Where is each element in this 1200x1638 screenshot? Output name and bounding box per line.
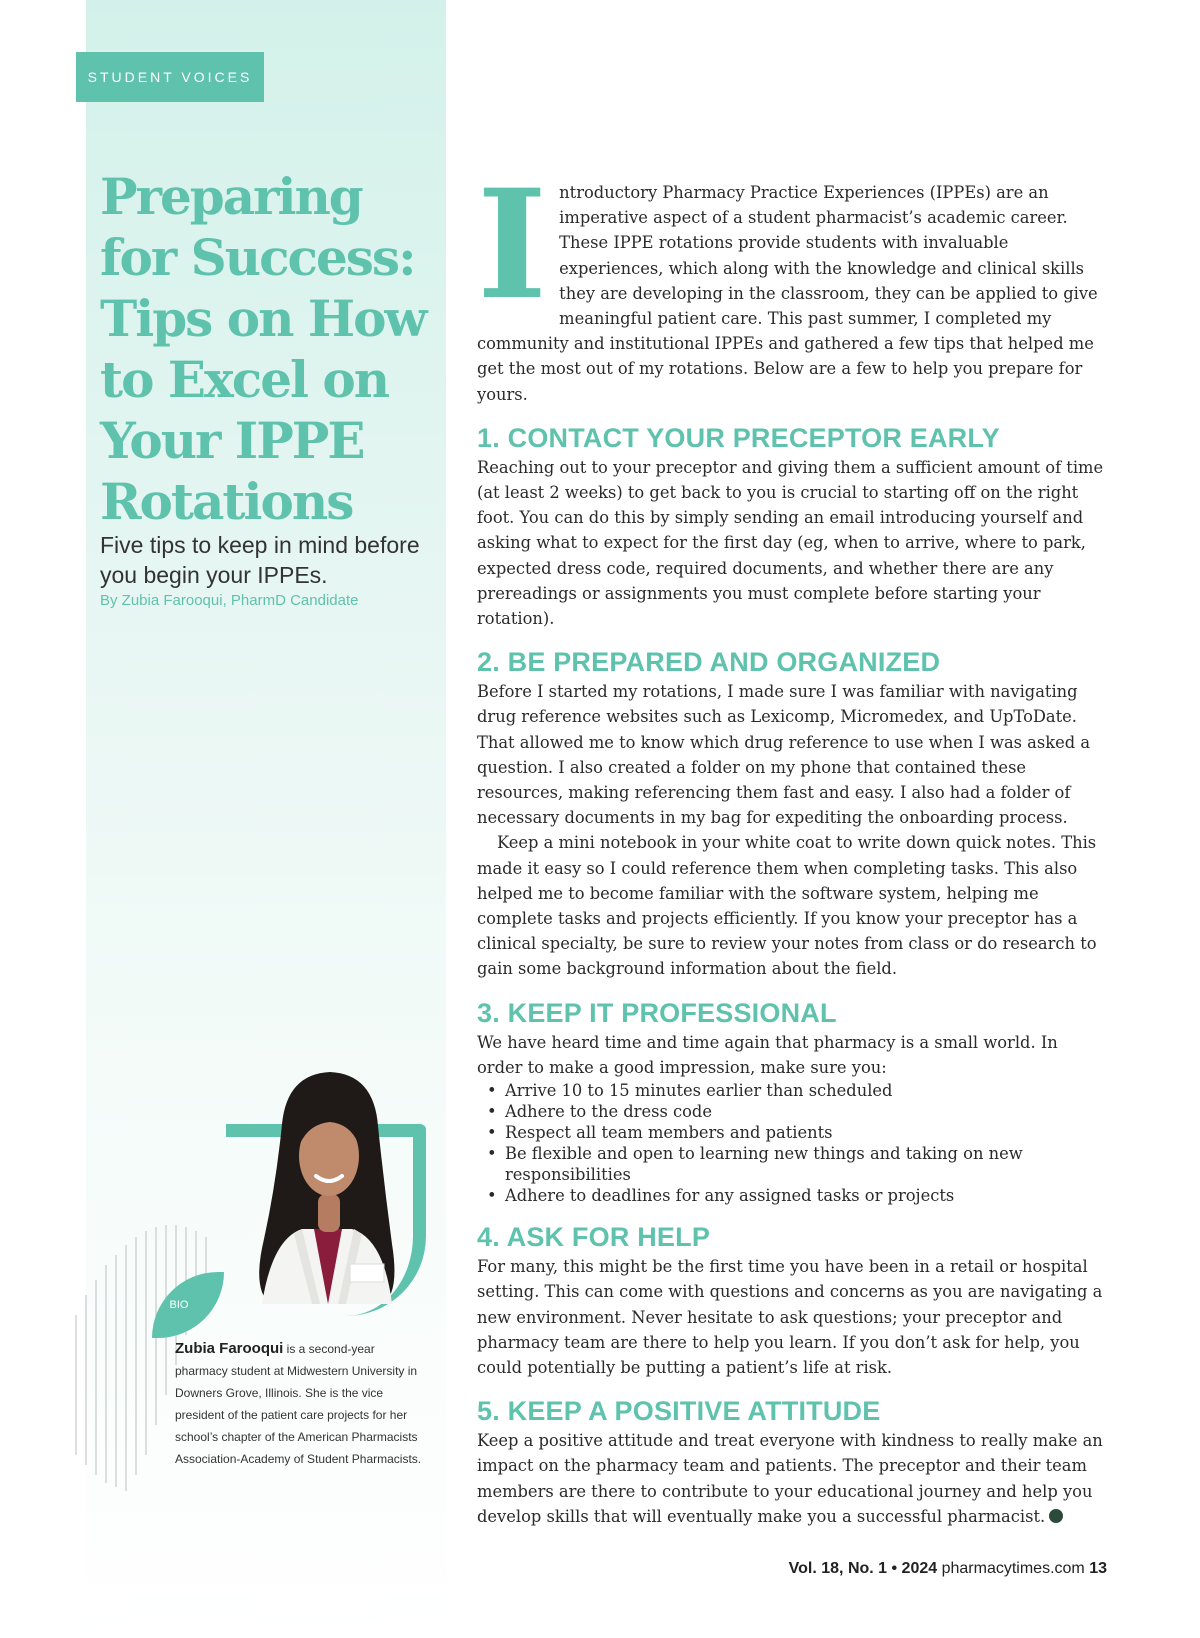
article-byline: By Zubia Farooqui, PharmD Candidate <box>100 592 359 609</box>
author-photo <box>242 1064 412 1304</box>
tip-3-heading: 3. KEEP IT PROFESSIONAL <box>477 997 837 1028</box>
list-item: • Respect all team members and patients <box>487 1122 1107 1143</box>
folio-site: pharmacytimes.com <box>941 1560 1085 1577</box>
tip-4-heading: 4. ASK FOR HELP <box>477 1222 711 1253</box>
tip-4-paragraph: For many, this might be the first time you have been in a retail or hospital setting. This can come with questions and concerns as you are navigating a new environment. Never hesitate to ask questions; your preceptor and pharmacy team are there to help you learn. If you don’t ask for help, you could potentially be putting a patient’s life at risk. <box>477 1257 1103 1377</box>
author-bio <box>175 1338 425 1470</box>
tip-2-paragraph-1: Before I started my rotations, I made sure I was familiar with navigating drug reference websites such as Lexicomp, Micromedex, and UpToDate. That allowed me to know which drug reference to use when I was asked a question. I also created a folder on my phone that contained these resources, making referencing them fast and easy. I also had a folder of necessary documents in my bag for expediting the onboarding process. <box>477 682 1091 828</box>
list-item: • Be flexible and open to learning new things and taking on new responsibilities <box>487 1143 1107 1185</box>
list-item: • Adhere to the dress code <box>487 1101 1107 1122</box>
bio-badge: BIO <box>152 1272 224 1338</box>
tip-5-text: Keep a positive attitude and treat everyone with kindness to really make an impact on the pharmacy team and patients. The preceptor and their team members are there to contribute to your educational journey and help you develop skills that will eventually make you a successful pharmacist. <box>477 1431 1103 1526</box>
tip-2-paragraph-2: Keep a mini notebook in your white coat to write down quick notes. This made it easy so I could reference them when completing tasks. This also helped me to become familiar with the software system, helping me complete tasks and projects efficiently. If you know your preceptor has a clinical specialty, be sure to review your notes from class or do research to gain some background information about the field. <box>477 833 1097 979</box>
article-body <box>477 157 1107 1529</box>
tip-1-heading: 1. CONTACT YOUR PRECEPTOR EARLY <box>477 422 1000 453</box>
folio-page-number: 13 <box>1089 1560 1107 1577</box>
list-item: • Arrive 10 to 15 minutes earlier than scheduled <box>487 1080 1107 1101</box>
intro-text: ntroductory Pharmacy Practice Experiences (IPPEs) are an imperative aspect of a student pharmacist’s academic career. These IPPE rotations provide students with invaluable experiences, which along with the knowledge and clinical skills they are developing in the classroom, they can be applied to give meaningful patient care. This past summer, I completed my community and institutional IPPEs and gathered a few tips that helped me get the most out of my rotations. Below are a few to help you prepare for yours. <box>477 183 1098 404</box>
list-item: • Adhere to deadlines for any assigned tasks or projects <box>487 1185 1107 1206</box>
article-subhead: Five tips to keep in mind before you begin your IPPEs. <box>100 532 420 588</box>
drop-cap: I <box>477 157 548 333</box>
folio-issue: Vol. 18, No. 1 • 2024 <box>788 1560 938 1577</box>
tip-2-heading: 2. BE PREPARED AND ORGANIZED <box>477 647 941 678</box>
article-headline: Preparing for Success: Tips on How to Excel on Your IPPE Rotations <box>100 167 426 531</box>
tip-3-paragraph: We have heard time and time again that pharmacy is a small world. In order to make a good impression, make sure you: <box>477 1032 1058 1077</box>
tip-5-paragraph <box>477 1428 1107 1529</box>
intro-paragraph <box>477 157 1107 407</box>
page-folio <box>789 1560 1107 1578</box>
section-tag: STUDENT VOICES <box>76 52 264 102</box>
tip-3-bullet-list <box>477 1080 1107 1206</box>
end-mark-icon <box>1049 1509 1063 1523</box>
bio-description: is a second-year pharmacy student at Midwestern University in Downers Grove, Illinois. She is the vice president of the patient care projects for her school’s chapter of the American Pharmacists Association-Academy of Student Pharmacists. <box>175 1342 422 1466</box>
bio-name: Zubia Farooqui <box>175 1340 284 1357</box>
tip-1-paragraph: Reaching out to your preceptor and giving them a sufficient amount of time (at least 2 weeks) to get back to you is crucial to starting off on the right foot. You can do this by simply sending an email introducing yourself and asking what to expect for the first day (eg, when to arrive, where to park, expected dress code, required documents, and whether there are any prereadings or assignments you must complete before starting your rotation). <box>477 457 1104 629</box>
tip-5-heading: 5. KEEP A POSITIVE ATTITUDE <box>477 1396 881 1427</box>
